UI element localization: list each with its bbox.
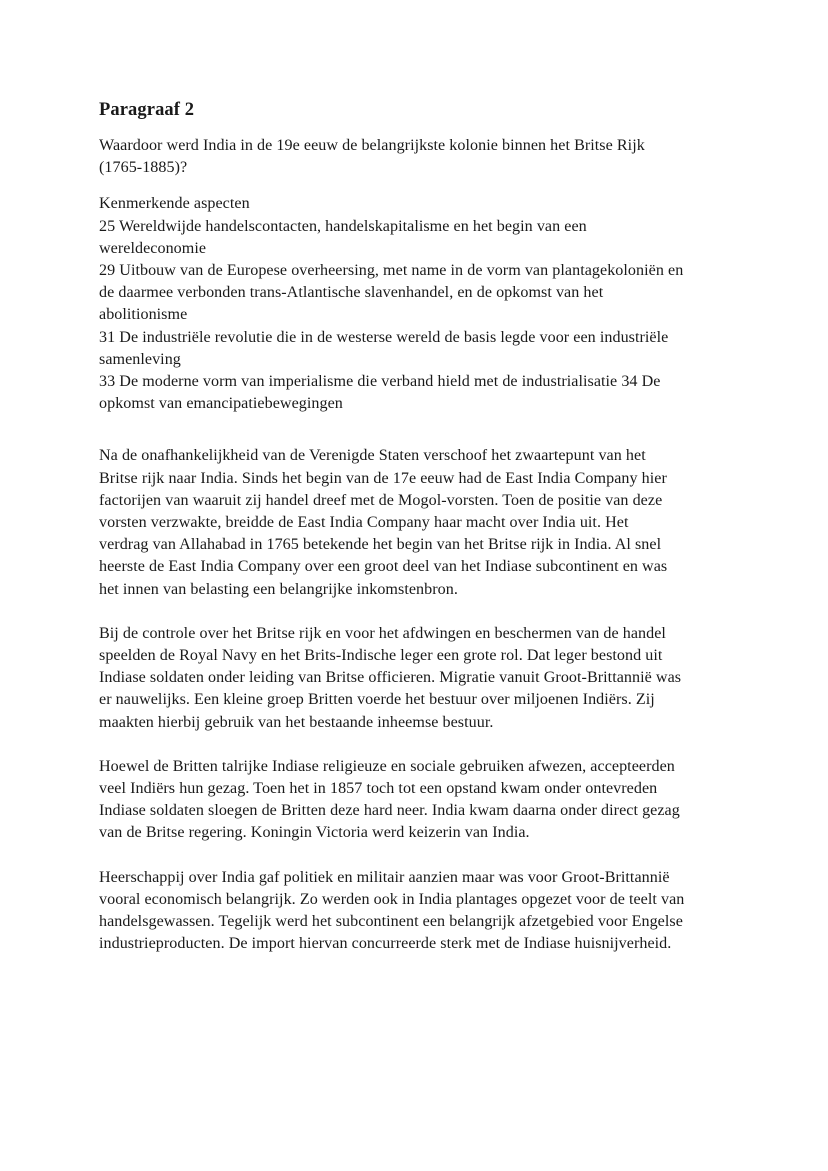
paragraph-line: verdrag van Allahabad in 1765 betekende het begin van het Britse rijk in India. Al snel bbox=[99, 536, 662, 554]
paragraph-line: Britse rijk naar India. Sinds het begin van de 17e eeuw had de East India Company hier bbox=[99, 469, 667, 487]
paragraph-line: industrieproducten. De import hiervan concurreerde sterk met de Indiase huisnijverheid. bbox=[99, 935, 672, 953]
aspect-line: 31 De industriële revolutie die in de westerse wereld de basis legde voor een industriële bbox=[99, 328, 669, 346]
question-line: Waardoor werd India in de 19e eeuw de belangrijkste kolonie binnen het Britse Rijk bbox=[99, 137, 645, 154]
aspect-line: samenleving bbox=[99, 350, 181, 368]
paragraph-line: maakten hierbij gebruik van het bestaande inheemse bestuur. bbox=[99, 713, 494, 731]
question-block bbox=[99, 135, 729, 179]
paragraph-line: factorijen van waaruit zij handel dreef met de Mogol-vorsten. Toen de positie van deze bbox=[99, 491, 663, 509]
body-paragraph bbox=[99, 445, 729, 600]
paragraph-line: speelden de Royal Navy en het Brits-Indische leger een grote rol. Dat leger bestond uit bbox=[99, 647, 663, 665]
document-body bbox=[99, 99, 729, 956]
paragraph-line: vooral economisch belangrijk. Zo werden ook in India plantages opgezet voor de teelt van bbox=[99, 890, 685, 908]
paragraph-line: Heerschappij over India gaf politiek en militair aanzien maar was voor Groot-Brittannië bbox=[99, 868, 670, 886]
paragraph-line: er nauwelijks. Een kleine groep Britten voerde het bestuur over miljoenen Indiërs. Zij bbox=[99, 691, 655, 709]
question-line: (1765-1885)? bbox=[99, 159, 188, 177]
body-paragraph bbox=[99, 756, 729, 845]
key-aspects-block bbox=[99, 193, 729, 415]
paragraph-line: veel Indiërs hun gezag. Toen het in 1857 toch tot een opstand kwam onder ontevreden bbox=[99, 780, 658, 798]
paragraph-line: Na de onafhankelijkheid van de Verenigde Staten verschoof het zwaartepunt van het bbox=[99, 447, 646, 465]
key-aspects-label: Kenmerkende aspecten bbox=[99, 195, 250, 213]
paragraph-line: handelsgewassen. Tegelijk werd het subcontinent een belangrijk afzetgebied voor Engelse bbox=[99, 913, 683, 931]
paragraph-line: het innen van belasting een belangrijke inkomstenbron. bbox=[99, 580, 458, 598]
paragraph-line: Indiase soldaten onder leiding van Britse officieren. Migratie vanuit Groot-Brittannië was bbox=[99, 669, 682, 687]
paragraph-line: Hoewel de Britten talrijke Indiase religieuze en sociale gebruiken afwezen, accepteerden bbox=[99, 757, 675, 775]
aspect-line: 33 De moderne vorm van imperialisme die verband hield met de industrialisatie 34 De bbox=[99, 373, 661, 391]
aspect-line: abolitionisme bbox=[99, 306, 188, 324]
aspect-line: de daarmee verbonden trans-Atlantische slavenhandel, en de opkomst van het bbox=[99, 284, 604, 302]
aspect-line: 29 Uitbouw van de Europese overheersing, met name in de vorm van plantagekoloniën en bbox=[99, 262, 684, 280]
paragraph-line: heerste de East India Company over een groot deel van het Indiase subcontinent en was bbox=[99, 558, 668, 576]
body-paragraph bbox=[99, 623, 729, 734]
paragraph-line: van de Britse regering. Koningin Victoria werd keizerin van India. bbox=[99, 824, 530, 842]
aspect-line: opkomst van emancipatiebewegingen bbox=[99, 395, 343, 413]
aspect-line: wereldeconomie bbox=[99, 239, 207, 257]
aspect-line: 25 Wereldwijde handelscontacten, handelskapitalisme en het begin van een bbox=[99, 217, 587, 235]
paragraph-line: Indiase soldaten sloegen de Britten deze hard neer. India kwam daarna onder direct gezag bbox=[99, 802, 680, 820]
page-title: Paragraaf 2 bbox=[99, 100, 195, 120]
paragraph-line: Bij de controle over het Britse rijk en voor het afdwingen en beschermen van de handel bbox=[99, 624, 666, 642]
body-paragraph bbox=[99, 867, 729, 956]
paragraph-line: vorsten verzwakte, breidde de East India Company haar macht over India uit. Het bbox=[99, 514, 629, 532]
